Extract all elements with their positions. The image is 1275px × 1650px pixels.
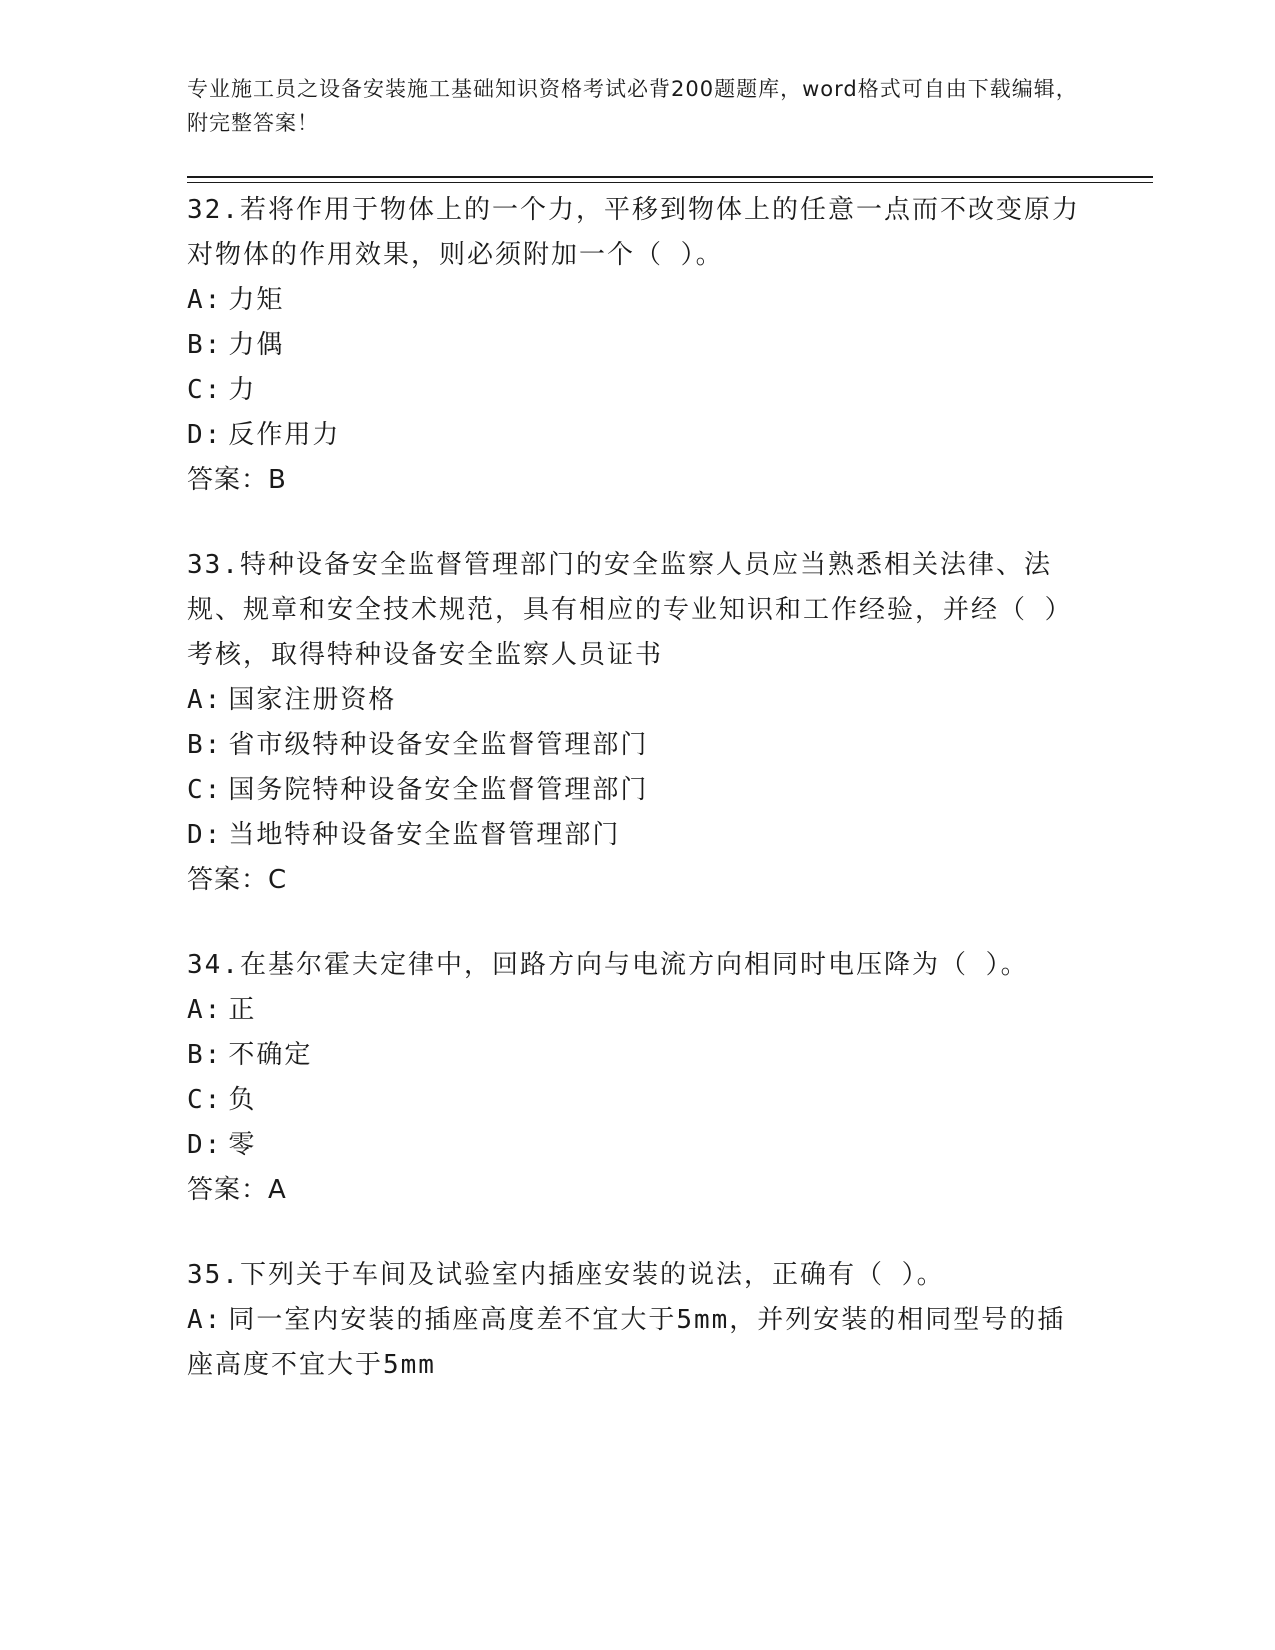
option-text: 正 xyxy=(228,995,257,1025)
option-d xyxy=(187,413,1087,458)
option-c xyxy=(187,368,1087,413)
option-text: 当地特种设备安全监督管理部门 xyxy=(228,820,621,850)
question-stem: 34.在基尔霍夫定律中，回路方向与电流方向相同时电压降为（ ）。 xyxy=(187,950,1029,980)
question-stem: 32.若将作用于物体上的一个力，平移到物体上的任意一点而不改变原力对物体的作用效果，则必须附加一个（ ）。 xyxy=(187,195,1080,270)
answer-line: 答案：A xyxy=(187,1175,287,1205)
option-a xyxy=(187,988,1087,1033)
option-b xyxy=(187,723,1087,768)
answer-line: 答案：C xyxy=(187,865,288,895)
document-header: 专业施工员之设备安装施工基础知识资格考试必背200题题库，word格式可自由下载编辑，附完整答案！ xyxy=(187,77,1078,135)
option-d xyxy=(187,813,1087,858)
option-label: D: xyxy=(187,820,223,850)
question-32 xyxy=(187,188,1087,503)
option-a xyxy=(187,1298,1087,1388)
option-label: C: xyxy=(187,375,223,405)
answer-line: 答案：B xyxy=(187,465,287,495)
option-c xyxy=(187,1078,1087,1123)
option-text: 国务院特种设备安全监督管理部门 xyxy=(228,775,649,805)
option-label: D: xyxy=(187,420,223,450)
question-stem: 35.下列关于车间及试验室内插座安装的说法，正确有（ ）。 xyxy=(187,1260,945,1290)
option-text: 不确定 xyxy=(228,1040,313,1070)
question-34 xyxy=(187,943,1087,1213)
option-text: 省市级特种设备安全监督管理部门 xyxy=(228,730,649,760)
question-list xyxy=(187,188,1087,1428)
option-text: 负 xyxy=(228,1085,257,1115)
option-text: 国家注册资格 xyxy=(228,685,397,715)
option-label: A: xyxy=(187,685,223,715)
option-a xyxy=(187,278,1087,323)
option-b xyxy=(187,323,1087,368)
option-label: C: xyxy=(187,1085,223,1115)
question-33 xyxy=(187,543,1087,903)
option-d xyxy=(187,1123,1087,1168)
option-label: D: xyxy=(187,1130,223,1160)
option-text: 力矩 xyxy=(228,285,285,315)
question-stem: 33.特种设备安全监督管理部门的安全监察人员应当熟悉相关法律、法规、规章和安全技术规范，具有相应的专业知识和工作经验，并经（ ）考核，取得特种设备安全监察人员证书 xyxy=(187,550,1073,670)
option-label: B: xyxy=(187,330,223,360)
option-label: A: xyxy=(187,995,223,1025)
option-text: 力 xyxy=(228,375,257,405)
option-text: 零 xyxy=(228,1130,257,1160)
option-text: 反作用力 xyxy=(228,420,341,450)
option-a xyxy=(187,678,1087,723)
option-label: C: xyxy=(187,775,223,805)
option-c xyxy=(187,768,1087,813)
header-divider-thick xyxy=(187,176,1153,178)
question-35 xyxy=(187,1253,1087,1388)
header-divider-thin xyxy=(187,182,1153,183)
option-label: B: xyxy=(187,1040,223,1070)
option-text: 力偶 xyxy=(228,330,285,360)
option-label: A: xyxy=(187,1305,223,1335)
option-label: A: xyxy=(187,285,223,315)
option-text: 同一室内安装的插座高度差不宜大于5mm，并列安装的相同型号的插座高度不宜大于5mm xyxy=(187,1305,1066,1380)
option-label: B: xyxy=(187,730,223,760)
option-b xyxy=(187,1033,1087,1078)
